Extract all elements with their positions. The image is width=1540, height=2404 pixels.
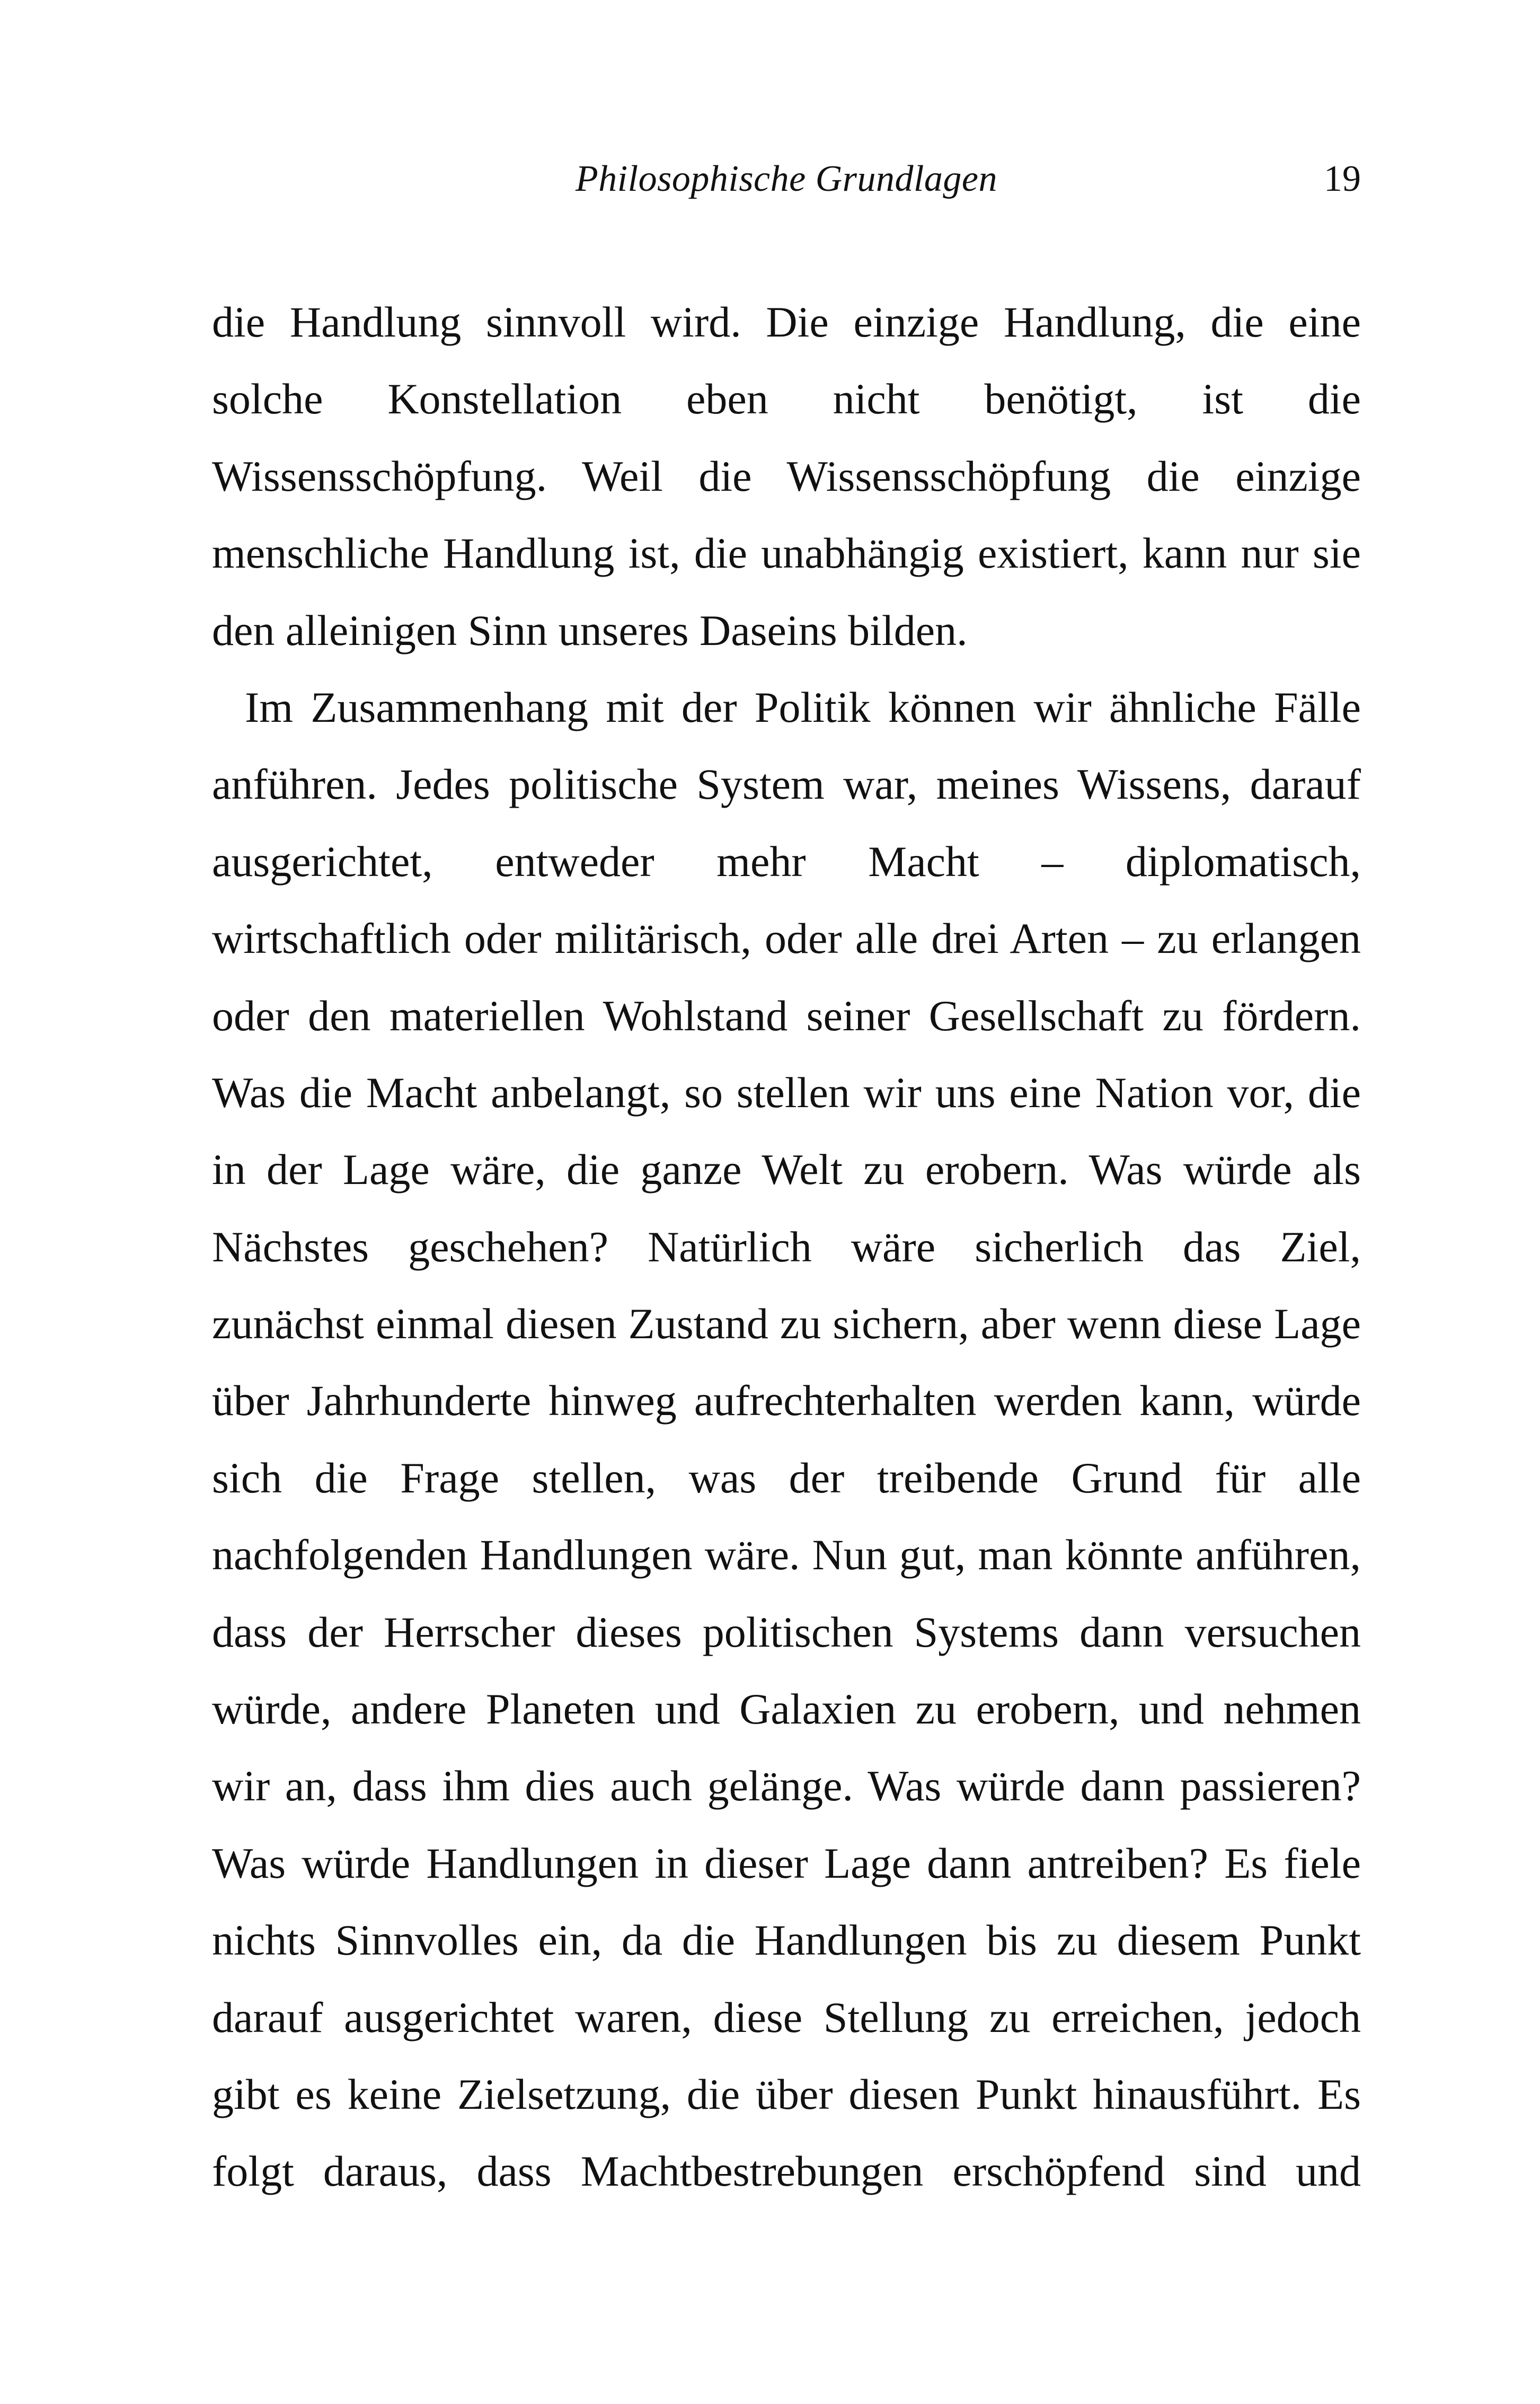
text-line: anführen. Jedes politische System war, meines Wissens, darauf bbox=[212, 760, 1361, 809]
text-line: in der Lage wäre, die ganze Welt zu erobern. Was würde als bbox=[212, 1145, 1361, 1194]
text-line: nichts Sinnvolles ein, da die Handlungen bis zu diesem Punkt bbox=[212, 1916, 1361, 1965]
text-line: ausgerichtet, entweder mehr Macht – diplomatisch, bbox=[212, 837, 1361, 886]
text-line: die Handlung sinnvoll wird. Die einzige Handlung, die eine bbox=[212, 298, 1361, 346]
text-line: Was würde Handlungen in dieser Lage dann antreiben? Es fiele bbox=[212, 1839, 1361, 1887]
text-line: wirtschaftlich oder militärisch, oder alle drei Arten – zu erlangen bbox=[212, 914, 1361, 963]
text-line: folgt daraus, dass Machtbestrebungen erschöpfend sind und bbox=[212, 2147, 1361, 2196]
running-header bbox=[212, 153, 1361, 211]
text-line: Was die Macht anbelangt, so stellen wir uns eine Nation vor, die bbox=[212, 1068, 1361, 1117]
page-number: 19 bbox=[1324, 158, 1361, 199]
text-line: würde, andere Planeten und Galaxien zu erobern, und nehmen bbox=[212, 1685, 1361, 1734]
text-line: solche Konstellation eben nicht benötigt, ist die bbox=[212, 375, 1361, 423]
text-line: sich die Frage stellen, was der treibende Grund für alle bbox=[212, 1453, 1361, 1502]
text-line: oder den materiellen Wohlstand seiner Gesellschaft zu fördern. bbox=[212, 991, 1361, 1040]
text-line: wir an, dass ihm dies auch gelänge. Was würde dann passieren? bbox=[212, 1762, 1361, 1810]
text-line: nachfolgenden Handlungen wäre. Nun gut, man könnte anführen, bbox=[212, 1531, 1361, 1579]
text-line: über Jahrhunderte hinweg aufrechterhalten werden kann, würde bbox=[212, 1376, 1361, 1425]
text-line: dass der Herrscher dieses politischen Systems dann versuchen bbox=[212, 1607, 1361, 1656]
text-line: den alleinigen Sinn unseres Daseins bilden. bbox=[212, 606, 968, 655]
text-line: Nächstes geschehen? Natürlich wäre sicherlich das Ziel, bbox=[212, 1222, 1361, 1271]
body-text bbox=[212, 284, 1361, 2210]
text-line: zunächst einmal diesen Zustand zu sichern, aber wenn diese Lage bbox=[212, 1300, 1361, 1348]
text-line: darauf ausgerichtet waren, diese Stellung zu erreichen, jedoch bbox=[212, 1993, 1361, 2041]
text-line: gibt es keine Zielsetzung, die über diesen Punkt hinausführt. Es bbox=[212, 2070, 1361, 2118]
running-title: Philosophische Grundlagen bbox=[575, 158, 998, 199]
text-line: Wissensschöpfung. Weil die Wissensschöpfung die einzige bbox=[212, 452, 1361, 500]
text-line: menschliche Handlung ist, die unabhängig existiert, kann nur sie bbox=[212, 529, 1361, 578]
text-line: Im Zusammenhang mit der Politik können wir ähnliche Fälle bbox=[245, 683, 1361, 731]
